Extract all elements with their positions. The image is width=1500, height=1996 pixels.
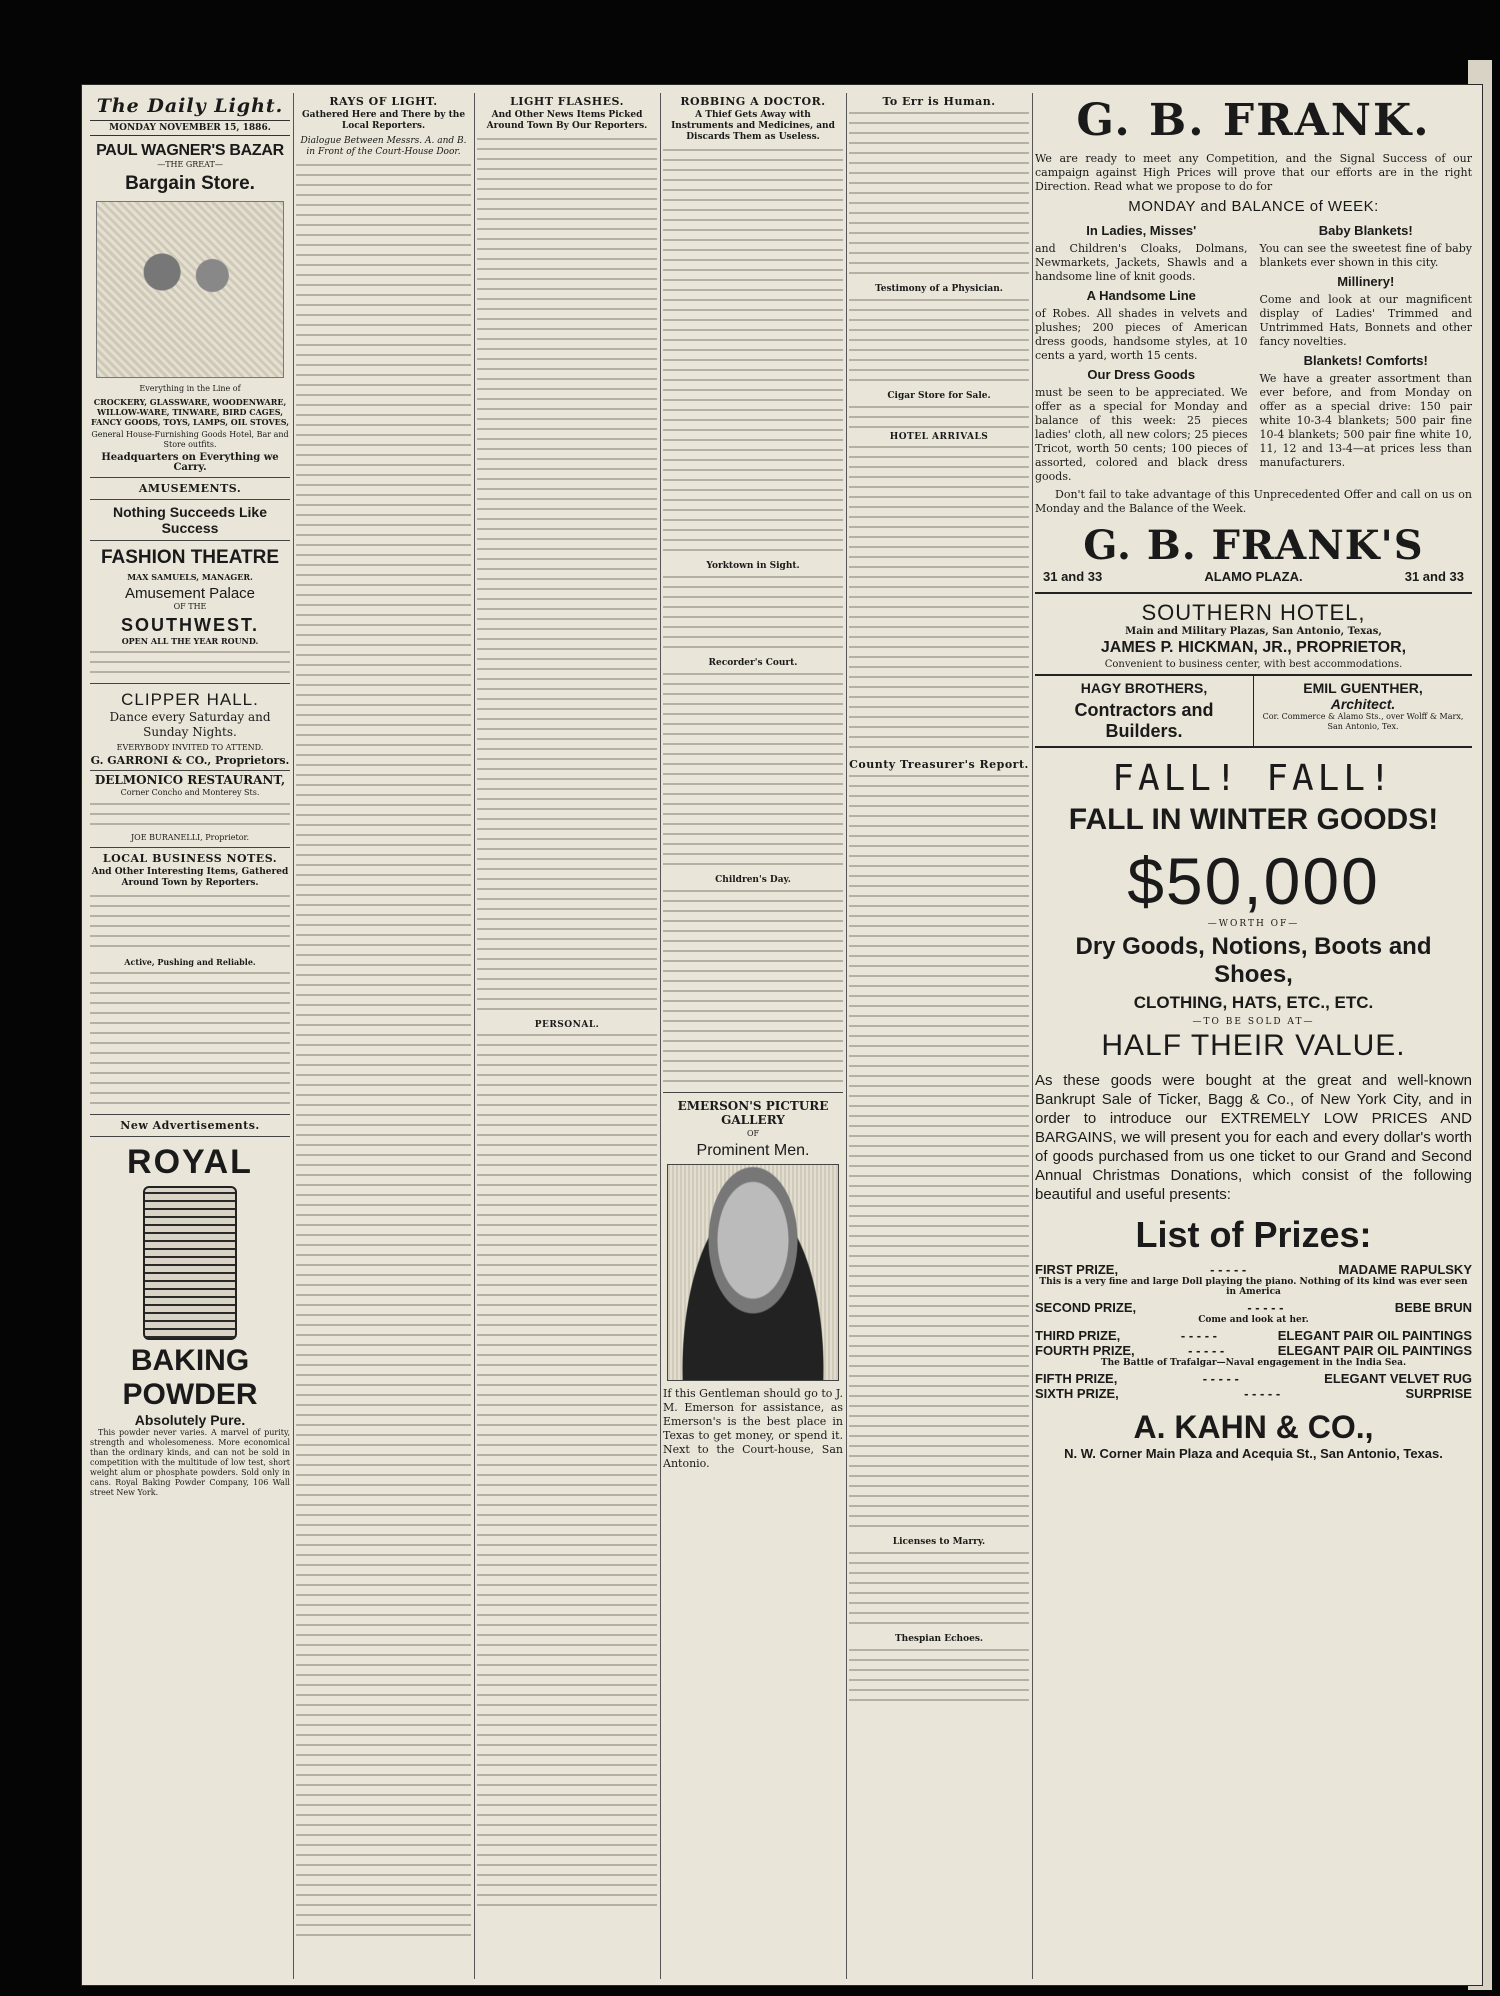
- of-the: OF THE: [173, 602, 207, 611]
- delmonico-title: DELMONICO RESTAURANT,: [94, 773, 286, 787]
- prize-rank: FIFTH PRIZE,: [1035, 1371, 1118, 1386]
- baking-powder-can-image: [143, 1186, 237, 1340]
- prize-dashes: - - - - -: [1247, 1300, 1284, 1315]
- err-body-text: [849, 110, 1029, 280]
- thespian-heading: Thespian Echoes.: [894, 1634, 984, 1644]
- buranelli-proprietor: JOE BURANELLI, Proprietor.: [130, 833, 250, 842]
- royal-title: ROYAL: [127, 1143, 253, 1181]
- blankets-text: You can see the sweetest fine of baby blankets ever shown in this city.: [1259, 242, 1472, 269]
- column-frank-ads: [1035, 93, 1472, 1979]
- prize-rank: SECOND PRIZE,: [1035, 1300, 1137, 1315]
- success-headline: Nothing Succeeds Like Success: [112, 504, 268, 536]
- thespian-text: [849, 1647, 1029, 1707]
- rays-dialogue: Dialogue Between Messrs. A. and B. in Front of the Court-House Door.: [300, 136, 467, 157]
- number-left: 31 and 33: [1043, 569, 1103, 584]
- prize-note: This is a very fine and large Doll playing the piano. Nothing of its kind was ever seen in America: [1039, 1277, 1468, 1297]
- bankrupt-paragraph: As these goods were bought at the great and well-known Bankrupt Sale of Ticker, Bagg & Co., of New York City, and in order to introduce our EXTREMELY LOW PRICES AND BARGAINS, we will present you for each and every dollar's worth of goods purchased from us one ticket to our Grand and Second Annual Christmas Donations, which consist of the following beautiful and useful presents:: [1035, 1072, 1472, 1203]
- column-rule: [293, 93, 294, 1979]
- column-robbing-doctor: [663, 93, 843, 1979]
- recorder-heading: Recorder's Court.: [708, 658, 798, 668]
- millinery-heading: Millinery!: [1337, 274, 1395, 289]
- newspaper-page: [82, 85, 1482, 1985]
- active-pushing: Active, Pushing and Reliable.: [124, 957, 256, 967]
- prize-row: [1035, 1371, 1472, 1386]
- clipper-hall-title: CLIPPER HALL.: [121, 690, 259, 709]
- column-ads-left: [90, 93, 290, 1979]
- column-rule: [474, 93, 475, 1979]
- royal-body: This powder never varies. A marvel of purity, strength and wholesomeness. More economical than the ordinary kinds, and can not be sold in competition with the multitude of low test, short weight alum or phosphate powders. Sold only in cans. Royal Baking Powder Company, 106 Wall street New York.: [90, 1428, 290, 1497]
- prize-rank: THIRD PRIZE,: [1035, 1328, 1121, 1343]
- personal-body-text: [477, 1032, 657, 1912]
- clipper-dance: Dance every Saturday and Sunday Nights.: [109, 710, 271, 739]
- dry-goods: Dry Goods, Notions, Boots and Shoes,: [1075, 933, 1432, 988]
- local-business-heading: LOCAL BUSINESS NOTES.: [102, 852, 278, 865]
- personal-heading: PERSONAL.: [534, 1020, 600, 1030]
- prize-dashes: - - - - -: [1188, 1343, 1225, 1358]
- kahn-title: A. KAHN & CO.,: [1133, 1409, 1374, 1445]
- column-rule: [846, 93, 847, 1979]
- bargain-store-title: Bargain Store.: [125, 173, 255, 194]
- ladies-heading: In Ladies, Misses': [1086, 223, 1197, 238]
- to-be-sold: —TO BE SOLD AT—: [1192, 1017, 1315, 1027]
- fashion-theatre-title: FASHION THEATRE: [100, 547, 280, 568]
- prize-row: [1035, 1262, 1472, 1277]
- wagner-great: —THE GREAT—: [157, 160, 223, 169]
- southern-hotel-title: SOUTHERN HOTEL,: [1035, 592, 1472, 626]
- half-value: HALF THEIR VALUE.: [1101, 1029, 1406, 1062]
- prize-item: MADAME RAPULSKY: [1338, 1262, 1472, 1277]
- prize-row: [1035, 1300, 1472, 1315]
- millinery-text: Come and look at our magnificent display of Ladies' Trimmed and Untrimmed Hats, Bonnets and other fancy novelties.: [1259, 293, 1472, 348]
- emerson-of: OF: [746, 1129, 760, 1138]
- contractors-builders: Contractors and Builders.: [1074, 700, 1214, 741]
- guenther-address: Cor. Commerce & Alamo Sts., over Wolff & Marx, San Antonio, Tex.: [1262, 712, 1464, 731]
- hotel-arrivals-heading: HOTEL ARRIVALS: [889, 432, 989, 442]
- emerson-body: If this Gentleman should go to J. M. Emerson for assistance, as Emerson's is the best place in Texas to get money, or spend it. Next to the Court-house, San Antonio.: [663, 1387, 843, 1470]
- dress-heading: Our Dress Goods: [1087, 367, 1196, 382]
- baking-powder-title: BAKING POWDER: [122, 1344, 258, 1411]
- treasurer-report-text: [849, 773, 1029, 1533]
- testimony-heading: Testimony of a Physician.: [875, 284, 1003, 294]
- comforts-heading: Blankets! Comforts!: [1303, 353, 1428, 368]
- alamo-plaza: ALAMO PLAZA.: [1204, 569, 1303, 584]
- southern-hotel-sub: Main and Military Plazas, San Antonio, Texas,: [1125, 626, 1382, 637]
- rays-sub: Gathered Here and There by the Local Reporters.: [301, 110, 466, 131]
- theatre-manager: MAX SAMUELS, MANAGER.: [127, 572, 253, 582]
- prize-row: [1035, 1386, 1472, 1401]
- dress-text: must be seen to be appreciated. We offer as a special for Monday and balance of this week: 25 pieces ladies' cloth, all new colors; 25 pieces Tricot, worth 50 cents; 100 pieces of assorted, colored and black dress goods.: [1035, 386, 1248, 483]
- column-rays-of-light: [296, 93, 471, 1979]
- column-rule: [660, 93, 661, 1979]
- dateline: MONDAY NOVEMBER 15, 1886.: [90, 120, 290, 136]
- number-right: 31 and 33: [1404, 569, 1464, 584]
- flashes-sub: And Other News Items Picked Around Town By Our Reporters.: [486, 110, 648, 131]
- gb-franks-title: G. B. FRANK'S: [1083, 522, 1424, 569]
- robbing-sub: A Thief Gets Away with Instruments and Medicines, and Discards Them as Useless.: [671, 110, 835, 142]
- prize-dashes: - - - - -: [1244, 1386, 1281, 1401]
- prize-row: [1035, 1328, 1472, 1343]
- prize-item: BEBE BRUN: [1394, 1300, 1472, 1315]
- hagy-brothers: HAGY BROTHERS,: [1080, 680, 1208, 696]
- hickman-proprietor: JAMES P. HICKMAN, JR., PROPRIETOR,: [1100, 639, 1407, 656]
- fall-fall-title: FALL! FALL!: [1112, 758, 1395, 799]
- prize-item: ELEGANT PAIR OIL PAINTINGS: [1277, 1343, 1472, 1358]
- frank-intro: We are ready to meet any Competition, and the Signal Success of our campaign against High Prices will prove that our efforts are in the right Direction. Read what we propose to do for: [1035, 152, 1472, 193]
- monday-week: MONDAY and BALANCE of WEEK:: [1128, 198, 1379, 215]
- wagner-everything: Everything in the Line of: [139, 384, 241, 393]
- clipper-invited: EVERYBODY INVITED TO ATTEND.: [116, 743, 264, 752]
- open-all-year: OPEN ALL THE YEAR ROUND.: [121, 636, 259, 646]
- worth-of: —WORTH OF—: [1207, 919, 1300, 929]
- convenient: Convenient to business center, with best accommodations.: [1104, 659, 1403, 670]
- local-notes-text-2: [90, 970, 290, 1110]
- robbing-heading: ROBBING A DOCTOR.: [680, 95, 826, 108]
- prize-row: [1035, 1343, 1472, 1358]
- emerson-gallery-title: EMERSON'S PICTURE GALLERY: [677, 1099, 829, 1127]
- prize-dashes: - - - - -: [1210, 1262, 1247, 1277]
- garroni-proprietors: G. GARRONI & CO., Proprietors.: [90, 754, 290, 767]
- cigar-body-text: [849, 404, 1029, 428]
- recorder-body-text: [663, 671, 843, 871]
- masthead: The Daily Light.: [96, 95, 284, 117]
- rays-heading: RAYS OF LIGHT.: [329, 95, 438, 108]
- dont-fail: Don't fail to take advantage of this Unprecedented Offer and call on us on Monday and the Balance of the Week.: [1035, 488, 1472, 515]
- fifty-thousand: $50,000: [1127, 844, 1380, 918]
- licenses-heading: Licenses to Marry.: [892, 1537, 986, 1547]
- local-business-sub: And Other Interesting Items, Gathered Around Town by Reporters.: [91, 867, 289, 888]
- handsome-text: of Robes. All shades in velvets and plushes; 200 pieces of American dress goods, handsome styles, at 10 cents a yard, worth 15 cents.: [1035, 307, 1248, 362]
- yorktown-heading: Yorktown in Sight.: [706, 561, 800, 571]
- prize-note: Come and look at her.: [1198, 1315, 1309, 1325]
- wagner-bazar-title: PAUL WAGNER'S BAZAR: [96, 142, 284, 159]
- prize-dashes: - - - - -: [1202, 1371, 1239, 1386]
- rays-body-text: [296, 162, 471, 1942]
- childrens-body-text: [663, 888, 843, 1088]
- blankets-heading: Baby Blankets!: [1318, 223, 1413, 238]
- prize-dashes: - - - - -: [1180, 1328, 1218, 1343]
- flashes-body-text: [477, 136, 657, 1016]
- licenses-text: [849, 1550, 1029, 1630]
- testimony-body-text: [849, 297, 1029, 387]
- column-to-err: [849, 93, 1029, 1979]
- architect: Architect.: [1330, 696, 1396, 712]
- prize-item: ELEGANT VELVET RUG: [1324, 1371, 1472, 1386]
- wagner-house: General House-Furnishing Goods Hotel, Bar and Store outfits.: [91, 430, 289, 449]
- hotel-arrivals-text: [849, 444, 1029, 754]
- theatre-body-text: [90, 649, 290, 679]
- gb-frank-title: G. B. FRANK.: [1076, 95, 1431, 146]
- local-notes-text: [90, 893, 290, 953]
- prominent-men: Prominent Men.: [696, 1142, 810, 1159]
- children-engraving-image: [96, 201, 284, 378]
- wagner-headquarters: Headquarters on Everything we Carry.: [101, 452, 279, 473]
- fall-winter-goods: FALL IN WINTER GOODS!: [1068, 803, 1439, 836]
- handsome-heading: A Handsome Line: [1086, 288, 1196, 303]
- prize-rank: FIRST PRIZE,: [1035, 1262, 1119, 1277]
- list-of-prizes: List of Prizes:: [1135, 1214, 1372, 1255]
- portrait-engraving-image: [667, 1164, 839, 1381]
- childrens-heading: Children's Day.: [715, 875, 791, 885]
- emil-guenther: EMIL GUENTHER,: [1303, 680, 1423, 696]
- amusement-palace: Amusement Palace: [124, 585, 256, 602]
- wagner-goods: CROCKERY, GLASSWARE, WOODENWARE, WILLOW-WARE, TINWARE, BIRD CAGES, FANCY GOODS, TOYS, LAMPS, OIL STOVES,: [90, 397, 290, 427]
- amusements-heading: AMUSEMENTS.: [138, 482, 242, 495]
- new-ads-heading: New Advertisements.: [120, 1119, 260, 1132]
- delmonico-corner: Corner Concho and Monterey Sts.: [120, 788, 260, 797]
- comforts-text: We have a greater assortment than ever before, and from Monday on offer as a special drive: 150 pair white 10-3-4 blankets; 500 pair fine 10-4 blankets; 500 pair fine white 10, 11, 12 and 13-4—at prices less than manufacturers.: [1259, 372, 1472, 469]
- prize-item: ELEGANT PAIR OIL PAINTINGS: [1277, 1328, 1472, 1343]
- prize-note: The Battle of Trafalgar—Naval engagement in the India Sea.: [1100, 1358, 1407, 1368]
- prize-item: SURPRISE: [1405, 1386, 1472, 1401]
- column-light-flashes: [477, 93, 657, 1979]
- kahn-address: N. W. Corner Main Plaza and Acequia St., San Antonio, Texas.: [1064, 1446, 1443, 1461]
- cigar-heading: Cigar Store for Sale.: [887, 391, 991, 401]
- treasurer-heading: County Treasurer's Report.: [849, 758, 1029, 771]
- absolutely-pure: Absolutely Pure.: [134, 1412, 246, 1428]
- prize-rank: SIXTH PRIZE,: [1035, 1386, 1119, 1401]
- clothing-hats: CLOTHING, HATS, ETC., ETC.: [1133, 993, 1374, 1012]
- prize-rank: FOURTH PRIZE,: [1035, 1343, 1135, 1358]
- ladies-text: and Children's Cloaks, Dolmans, Newmarkets, Jackets, Shawls and a handsome line of knit goods.: [1035, 242, 1248, 283]
- prize-list: [1035, 1262, 1472, 1401]
- southwest-title: SOUTHWEST.: [120, 615, 259, 635]
- flashes-heading: LIGHT FLASHES.: [510, 95, 624, 108]
- column-rule: [1032, 93, 1033, 1979]
- err-heading: To Err is Human.: [882, 95, 996, 108]
- robbing-body-text: [663, 147, 843, 557]
- delmonico-body-text: [90, 801, 290, 829]
- yorktown-body-text: [663, 574, 843, 654]
